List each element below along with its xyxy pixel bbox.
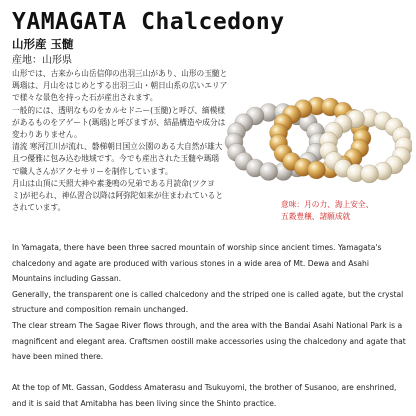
bead [260,163,278,181]
jp-line: 変わりありません。 [12,130,82,140]
english-description [12,240,408,412]
en-line: magnificent and elegant area. Craftsmen oostill make accessories using the chalcedony and agate that [12,336,406,346]
jp-line: 山形では、古来から山岳信仰の出羽三山があり、山形の玉髄と [12,69,228,78]
meaning-line: 五穀豊穣、諸願成就 [281,212,351,221]
page-subtitle: 山形産 玉髄 [12,37,74,51]
jp-line: 月山は山頂に天照大神や素戔嗚の兄弟である月読命(ツクヨ [12,178,215,188]
origin-label: 産地：山形県 [12,55,72,66]
bracelets-image [220,80,412,200]
page-title: YAMAGATA Chalcedony [12,9,285,35]
jp-line: 且つ優雅に包み込む地域です。今でも産出された玉髄や瑪瑙 [12,154,219,164]
en-line: Mountains including Gassan. [12,274,122,284]
en-line: chalcedony and agate are produced with various stones in a wide area of Mt. Dewa and Asahi [12,258,369,268]
jp-line: で職人さんがアクセサリーを制作しています。 [12,166,173,176]
en-line: In Yamagata, there have been three sacred mountain of worship since ancient times. Yamagata's [12,243,382,252]
jp-line: されています。 [12,203,66,213]
jp-line: 瑪瑙は、月山をはじめとする出羽三山・朝日山系の広いエリア [12,81,228,91]
en-line: At the top of Mt. Gassan, Goddess Amaterasu and Tsukuyomi, the brother of Susanoo, are enshrined, [12,383,397,393]
jp-line: 清流 寒河江川が流れ、磐梯朝日国立公園のある大自然が雄大 [12,142,223,152]
en-line: Generally, the transparent one is called chalcedony and the striped one is called agate, but the crystal [12,289,404,299]
en-line: have been mined there. [12,352,104,362]
meaning-text [281,199,413,223]
meaning-line: 意味：月の力、海上安全、 [281,200,374,209]
jp-line: があるものをアゲート(瑪瑙)と呼びますが、結晶構造や成分は [12,117,226,127]
jp-line: 一般的には、透明なものをカルセドニー(玉髄)と呼び、縞模様 [12,105,225,115]
bead [361,165,379,183]
bead [308,161,326,179]
jp-line: で様々な景色を持った石が産出されます。 [12,93,158,103]
jp-line: ミ)が祀られ、神仏習合以降は阿弥陀如来が住まわれていると [12,191,224,201]
paragraph-gap [12,365,408,381]
en-line: The clear stream The Sagae River flows through, and the area with the Bandai Asahi National Park is a [12,320,403,330]
en-line: and it is said that Amitabha has been living since the Shinto practice. [12,398,277,408]
en-line: structure and composition remain unchanged. [12,305,189,315]
